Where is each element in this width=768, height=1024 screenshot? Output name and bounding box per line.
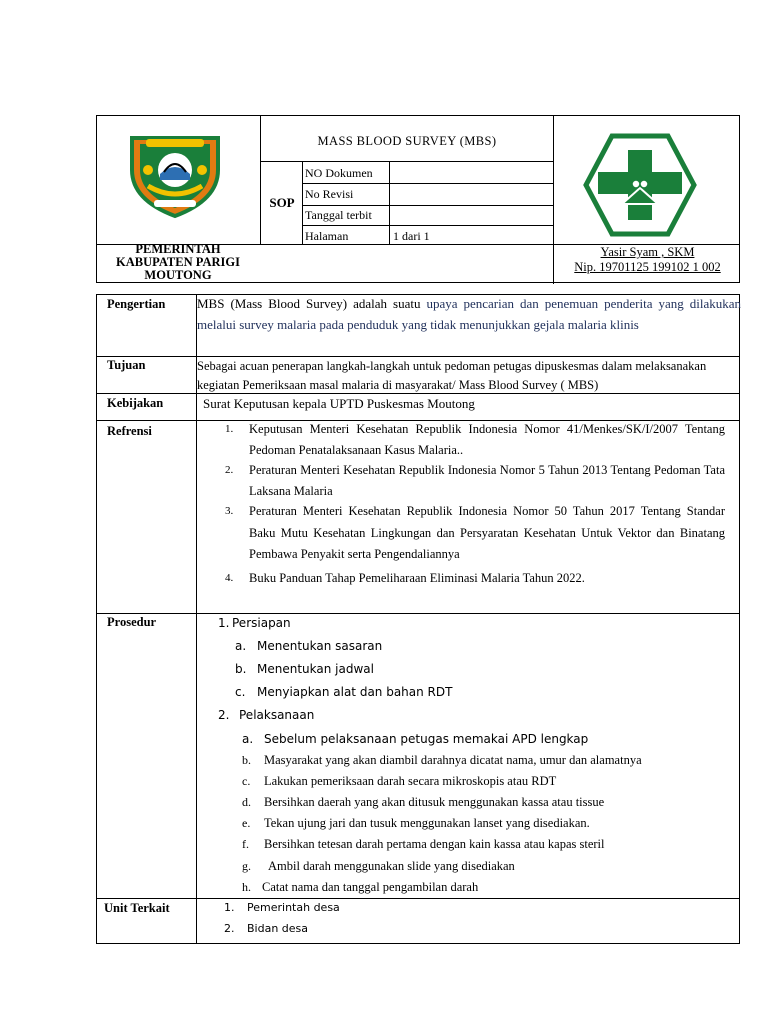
step-2-item-g: Ambil darah menggunakan slide yang disediakan bbox=[268, 859, 515, 873]
step-2-item-f: Bersihkan tetesan darah pertama dengan kain kassa atau kapas steril bbox=[264, 837, 605, 851]
label-unit-terkait: Unit Terkait bbox=[104, 901, 170, 915]
label-refrensi: Refrensi bbox=[107, 424, 152, 438]
label-kebijakan: Kebijakan bbox=[107, 396, 164, 410]
signer-name: Yasir Syam , SKM bbox=[600, 245, 695, 259]
organization-name bbox=[98, 243, 258, 282]
list-item bbox=[197, 460, 725, 501]
step-2-title: Pelaksanaan bbox=[239, 708, 315, 722]
signer-block bbox=[555, 245, 740, 275]
step-1-letter-c: c. bbox=[235, 685, 246, 699]
step-1-item-a: Menentukan sasaran bbox=[257, 639, 383, 653]
step-1-number: 1. bbox=[218, 616, 230, 630]
signer-nip: Nip. 19701125 199102 1 002 bbox=[574, 260, 721, 274]
list-text: Peraturan Menteri Kesehatan Republik Indonesia Nomor 5 Tahun 2013 Tentang Pedoman Tata Laksana Malaria bbox=[249, 463, 725, 498]
step-2-item-e: Tekan ujung jari dan tusuk menggunakan lanset yang disediakan. bbox=[264, 816, 590, 830]
step-2-letter-a: a. bbox=[242, 732, 254, 746]
sop-body-table bbox=[96, 294, 740, 944]
step-1-letter-b: b. bbox=[235, 662, 247, 676]
org-line-2: KABUPATEN PARIGI bbox=[116, 255, 240, 269]
list-number: 3. bbox=[225, 505, 234, 517]
kebijakan-text: Surat Keputusan kepala UPTD Puskesmas Moutong bbox=[203, 396, 475, 411]
step-2-letter-h: h. bbox=[242, 880, 251, 894]
info-label-halaman: Halaman bbox=[305, 229, 349, 243]
step-2-item-d: Bersihkan daerah yang akan ditusuk menggunakan kassa atau tissue bbox=[264, 795, 605, 809]
step-2-item-h: Catat nama dan tanggal pengambilan darah bbox=[262, 880, 479, 894]
step-2-letter-e: e. bbox=[242, 816, 251, 830]
sop-label: SOP bbox=[269, 195, 295, 210]
org-line-3: MOUTONG bbox=[144, 268, 212, 282]
step-1-title: Persiapan bbox=[232, 616, 291, 630]
list-text: Buku Panduan Tahap Pemeliharaan Eliminasi Malaria Tahun 2022. bbox=[249, 570, 585, 585]
info-label-no-dokumen: NO Dokumen bbox=[305, 166, 373, 180]
info-label-tanggal-terbit: Tanggal terbit bbox=[305, 208, 372, 222]
org-line-1: PEMERINTAH bbox=[135, 242, 221, 256]
list-number: 1. bbox=[225, 423, 234, 435]
list-number: 2. bbox=[225, 464, 234, 476]
list-number: 4. bbox=[225, 571, 234, 584]
pengertian-text bbox=[197, 293, 741, 335]
step-2-item-c: Lakukan pemeriksaan darah secara mikroskopis atau RDT bbox=[264, 774, 557, 788]
refrensi-list bbox=[197, 419, 725, 588]
unit-item-2: Bidan desa bbox=[247, 922, 309, 935]
step-2-letter-g: g. bbox=[242, 859, 251, 873]
tujuan-text: Sebagai acuan penerapan langkah-langkah untuk pedoman petugas dipuskesmas dalam melaksanakan kegiatan Pemeriksaan masal malaria di masyarakat/ Mass Blood Survey ( MBS) bbox=[197, 359, 707, 392]
label-pengertian: Pengertian bbox=[107, 297, 166, 311]
step-2-letter-f: f. bbox=[242, 837, 249, 851]
step-1-item-b: Menentukan jadwal bbox=[257, 662, 374, 676]
label-tujuan: Tujuan bbox=[107, 358, 146, 372]
unit-number-1: 1. bbox=[224, 901, 235, 914]
label-prosedur: Prosedur bbox=[107, 615, 157, 629]
step-2-letter-d: d. bbox=[242, 795, 251, 809]
step-1-item-c: Menyiapkan alat dan bahan RDT bbox=[257, 685, 453, 699]
info-label-no-revisi: No Revisi bbox=[305, 187, 354, 201]
step-2-number: 2. bbox=[218, 708, 230, 722]
pengertian-text-a: MBS (Mass Blood Survey) adalah suatu bbox=[197, 296, 427, 311]
info-value-halaman: 1 dari 1 bbox=[393, 229, 430, 243]
unit-number-2: 2. bbox=[224, 922, 235, 935]
list-item bbox=[197, 568, 725, 589]
kabupaten-logo bbox=[124, 130, 226, 220]
step-2-letter-c: c. bbox=[242, 774, 251, 788]
step-1-letter-a: a. bbox=[235, 639, 247, 653]
list-text: Peraturan Menteri Kesehatan Republik Indonesia Nomor 50 Tahun 2017 Tentang Standar Baku Mutu Kesehatan Lingkungan dan Persyaratan Kesehatan Untuk Vektor dan Binatang Pembawa Penyakit serta Pengendaliannya bbox=[249, 504, 725, 561]
list-item bbox=[197, 419, 725, 460]
step-2-letter-b: b. bbox=[242, 753, 251, 767]
puskesmas-logo bbox=[582, 132, 698, 238]
document-title: MASS BLOOD SURVEY (MBS) bbox=[317, 134, 497, 148]
list-text: Keputusan Menteri Kesehatan Republik Indonesia Nomor 41/Menkes/SK/I/2007 Tentang Pedoman Penatalaksanaan Kasus Malaria.. bbox=[249, 422, 725, 457]
unit-item-1: Pemerintah desa bbox=[247, 901, 340, 914]
step-2-item-a: Sebelum pelaksanaan petugas memakai APD lengkap bbox=[264, 732, 589, 746]
pengertian-text-b: upaya pencarian dan penemuan penderita yang dilakukan melalui survey malaria pada penduduk yang tidak menunjukkan gejala malaria klinis bbox=[197, 296, 742, 332]
list-item bbox=[197, 501, 725, 566]
step-2-item-b: Masyarakat yang akan diambil darahnya dicatat nama, umur dan alamatnya bbox=[264, 753, 642, 767]
